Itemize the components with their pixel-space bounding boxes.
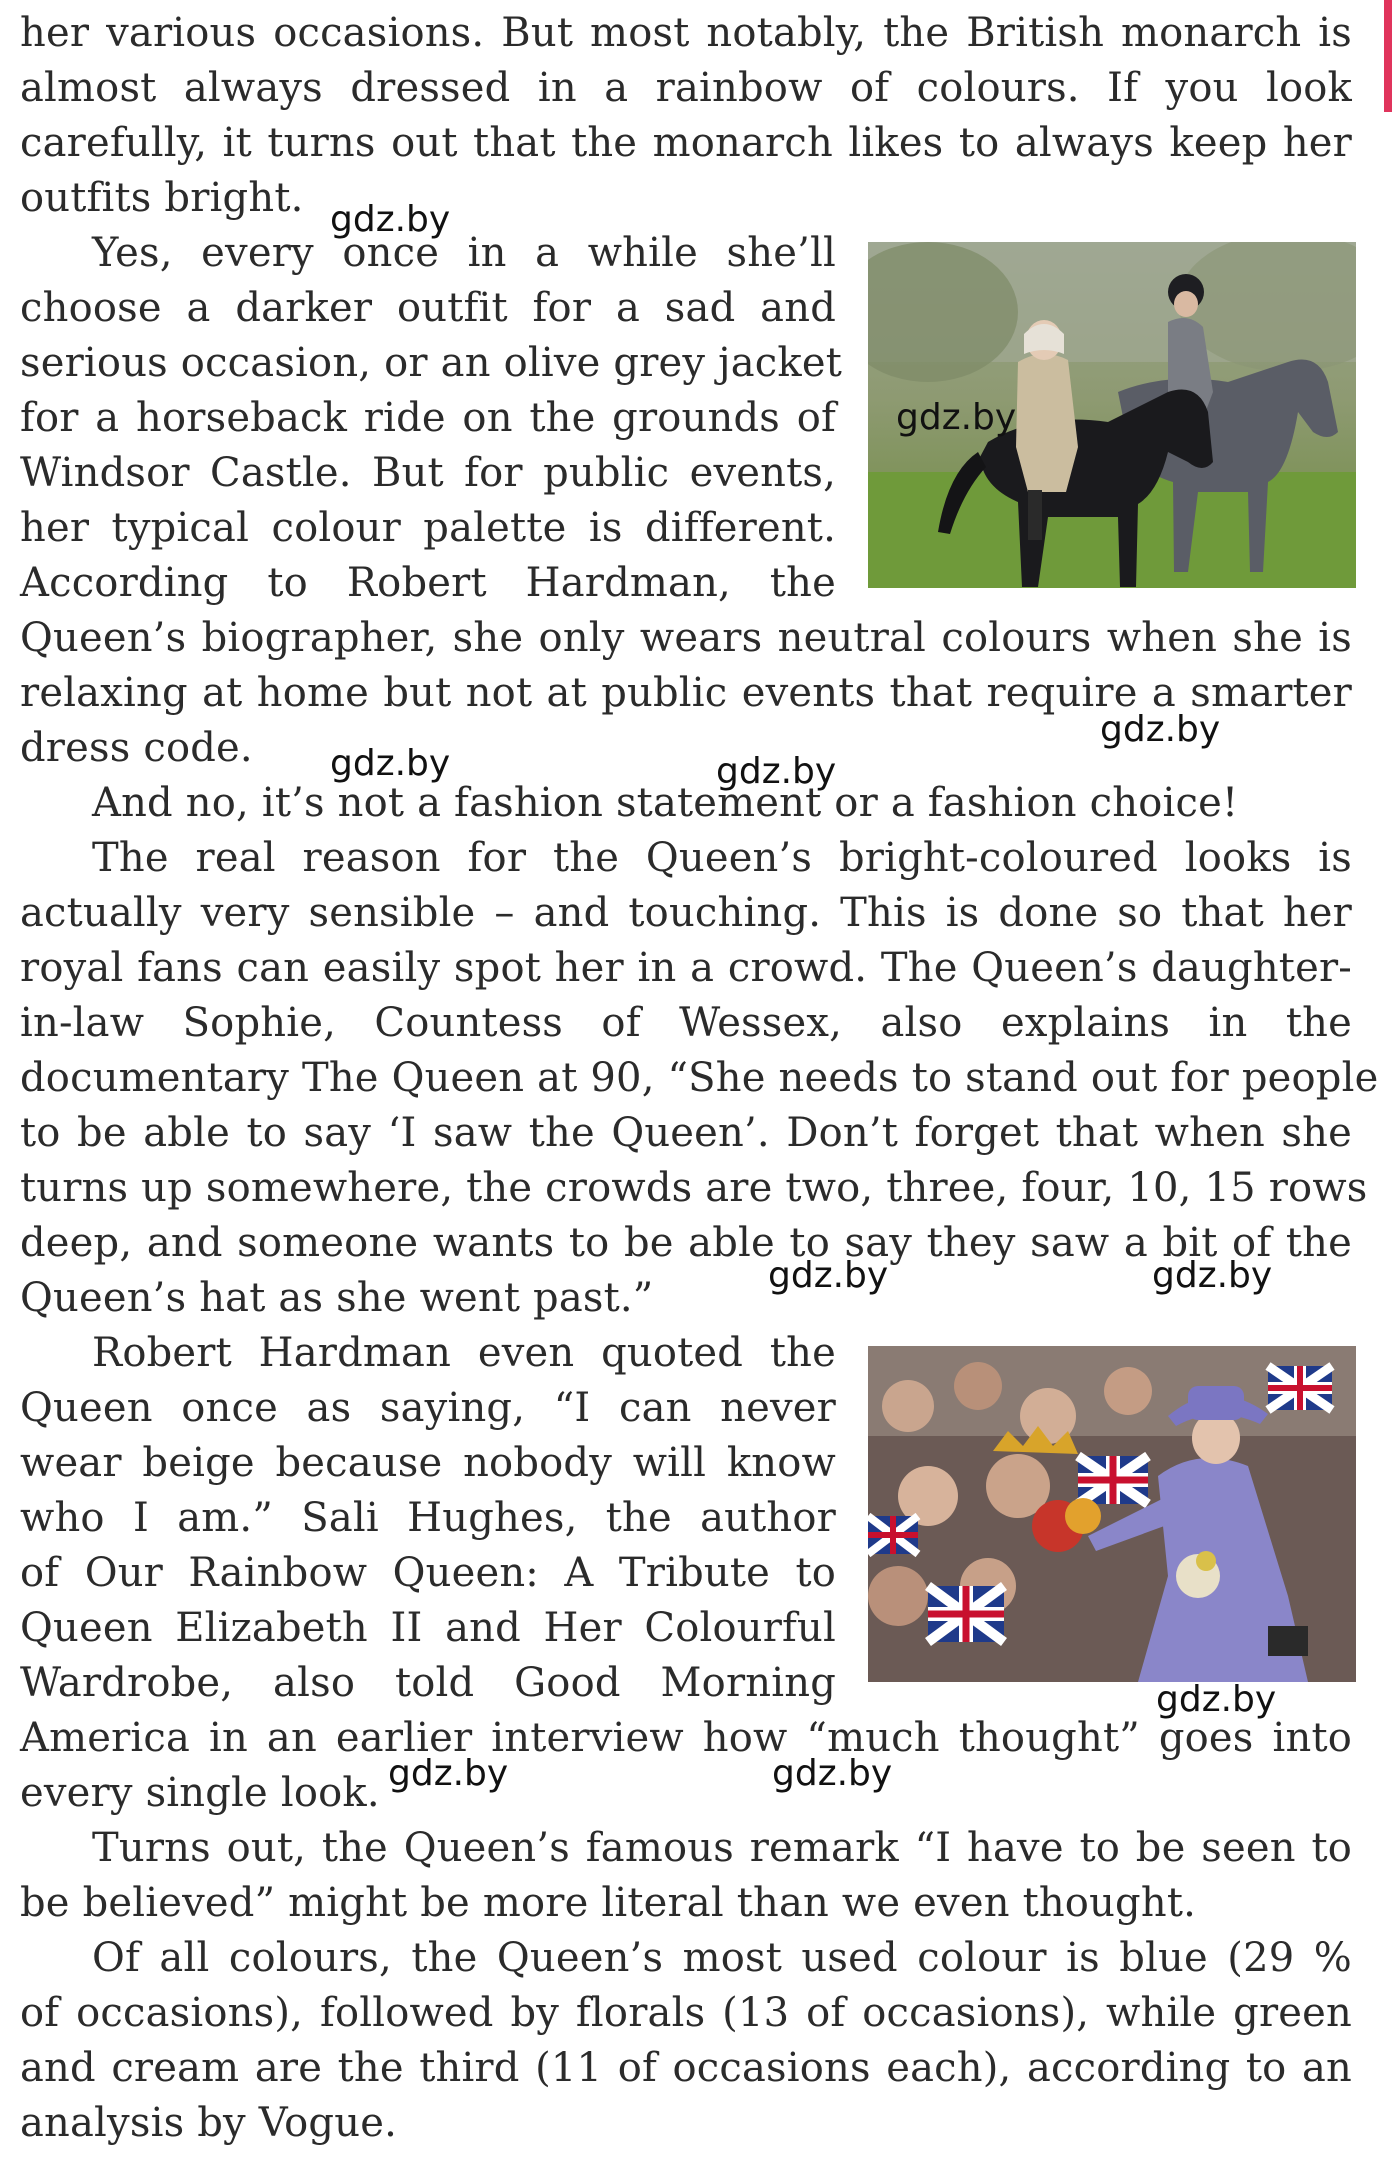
text-line: choose a darker outfit for a sad and — [20, 285, 836, 331]
text-line: turns up somewhere, the crowds are two, three, four, 10, 15 rows — [20, 1165, 1368, 1211]
text-line: carefully, it turns out that the monarch likes to always keep her — [20, 120, 1352, 166]
text-line: her typical colour palette is different. — [20, 505, 836, 551]
text-line: According to Robert Hardman, the — [20, 560, 836, 606]
watermark: gdz.by — [1156, 1679, 1277, 1720]
page-edge-accent-bar — [1384, 0, 1392, 112]
text-line: serious occasion, or an olive grey jacket — [20, 340, 842, 386]
watermark: gdz.by — [768, 1255, 889, 1296]
text-line: analysis by Vogue. — [20, 2100, 397, 2146]
text-line: for a horseback ride on the grounds of — [20, 395, 836, 441]
watermark: gdz.by — [1152, 1255, 1273, 1296]
text-line: Yes, every once in a while she’ll — [92, 230, 836, 276]
crowd-photo — [868, 1346, 1356, 1682]
text-line: The real reason for the Queen’s bright-coloured looks is — [92, 835, 1352, 881]
text-line: Queen’s hat as she went past.” — [20, 1275, 654, 1321]
text-line: her various occasions. But most notably, the British monarch is — [20, 10, 1352, 56]
text-line: who I am.” Sali Hughes, the author — [20, 1495, 836, 1541]
text-line: Robert Hardman even quoted the — [92, 1330, 836, 1376]
text-line: And no, it’s not a fashion statement or a fashion choice! — [92, 780, 1239, 826]
text-line: of Our Rainbow Queen: A Tribute to — [20, 1550, 836, 1596]
text-line: dress code. — [20, 725, 253, 771]
text-line: of occasions), followed by florals (13 of occasions), while green — [20, 1990, 1352, 2036]
watermark: gdz.by — [1100, 709, 1221, 750]
text-line: Queen once as saying, “I can never — [20, 1385, 836, 1431]
text-line: royal fans can easily spot her in a crowd. The Queen’s daughter- — [20, 945, 1352, 991]
watermark: gdz.by — [896, 397, 1017, 438]
text-line: Of all colours, the Queen’s most used colour is blue (29 % — [92, 1935, 1352, 1981]
text-line: America in an earlier interview how “much thought” goes into — [20, 1715, 1352, 1761]
text-line: be believed” might be more literal than we even thought. — [20, 1880, 1197, 1926]
text-line: and cream are the third (11 of occasions each), according to an — [20, 2045, 1352, 2091]
text-line: every single look. — [20, 1770, 380, 1816]
watermark: gdz.by — [388, 1753, 509, 1794]
text-line: Turns out, the Queen’s famous remark “I have to be seen to — [92, 1825, 1352, 1871]
text-line: relaxing at home but not at public events that require a smarter — [20, 670, 1352, 716]
text-line: actually very sensible – and touching. This is done so that her — [20, 890, 1352, 936]
watermark: gdz.by — [330, 743, 451, 784]
text-line: wear beige because nobody will know — [20, 1440, 836, 1486]
text-line: in-law Sophie, Countess of Wessex, also explains in the — [20, 1000, 1352, 1046]
text-line: almost always dressed in a rainbow of colours. If you look — [20, 65, 1352, 111]
text-line: Queen’s biographer, she only wears neutral colours when she is — [20, 615, 1352, 661]
text-line: deep, and someone wants to be able to say they saw a bit of the — [20, 1220, 1352, 1266]
text-line: Queen Elizabeth II and Her Colourful — [20, 1605, 836, 1651]
text-line: documentary The Queen at 90, “She needs to stand out for people — [20, 1055, 1379, 1101]
watermark: gdz.by — [716, 751, 837, 792]
text-line: Windsor Castle. But for public events, — [20, 450, 836, 496]
watermark: gdz.by — [330, 199, 451, 240]
text-line: Wardrobe, also told Good Morning — [20, 1660, 836, 1706]
watermark: gdz.by — [772, 1753, 893, 1794]
text-line: to be able to say ‘I saw the Queen’. Don’t forget that when she — [20, 1110, 1352, 1156]
text-line: outfits bright. — [20, 175, 304, 221]
